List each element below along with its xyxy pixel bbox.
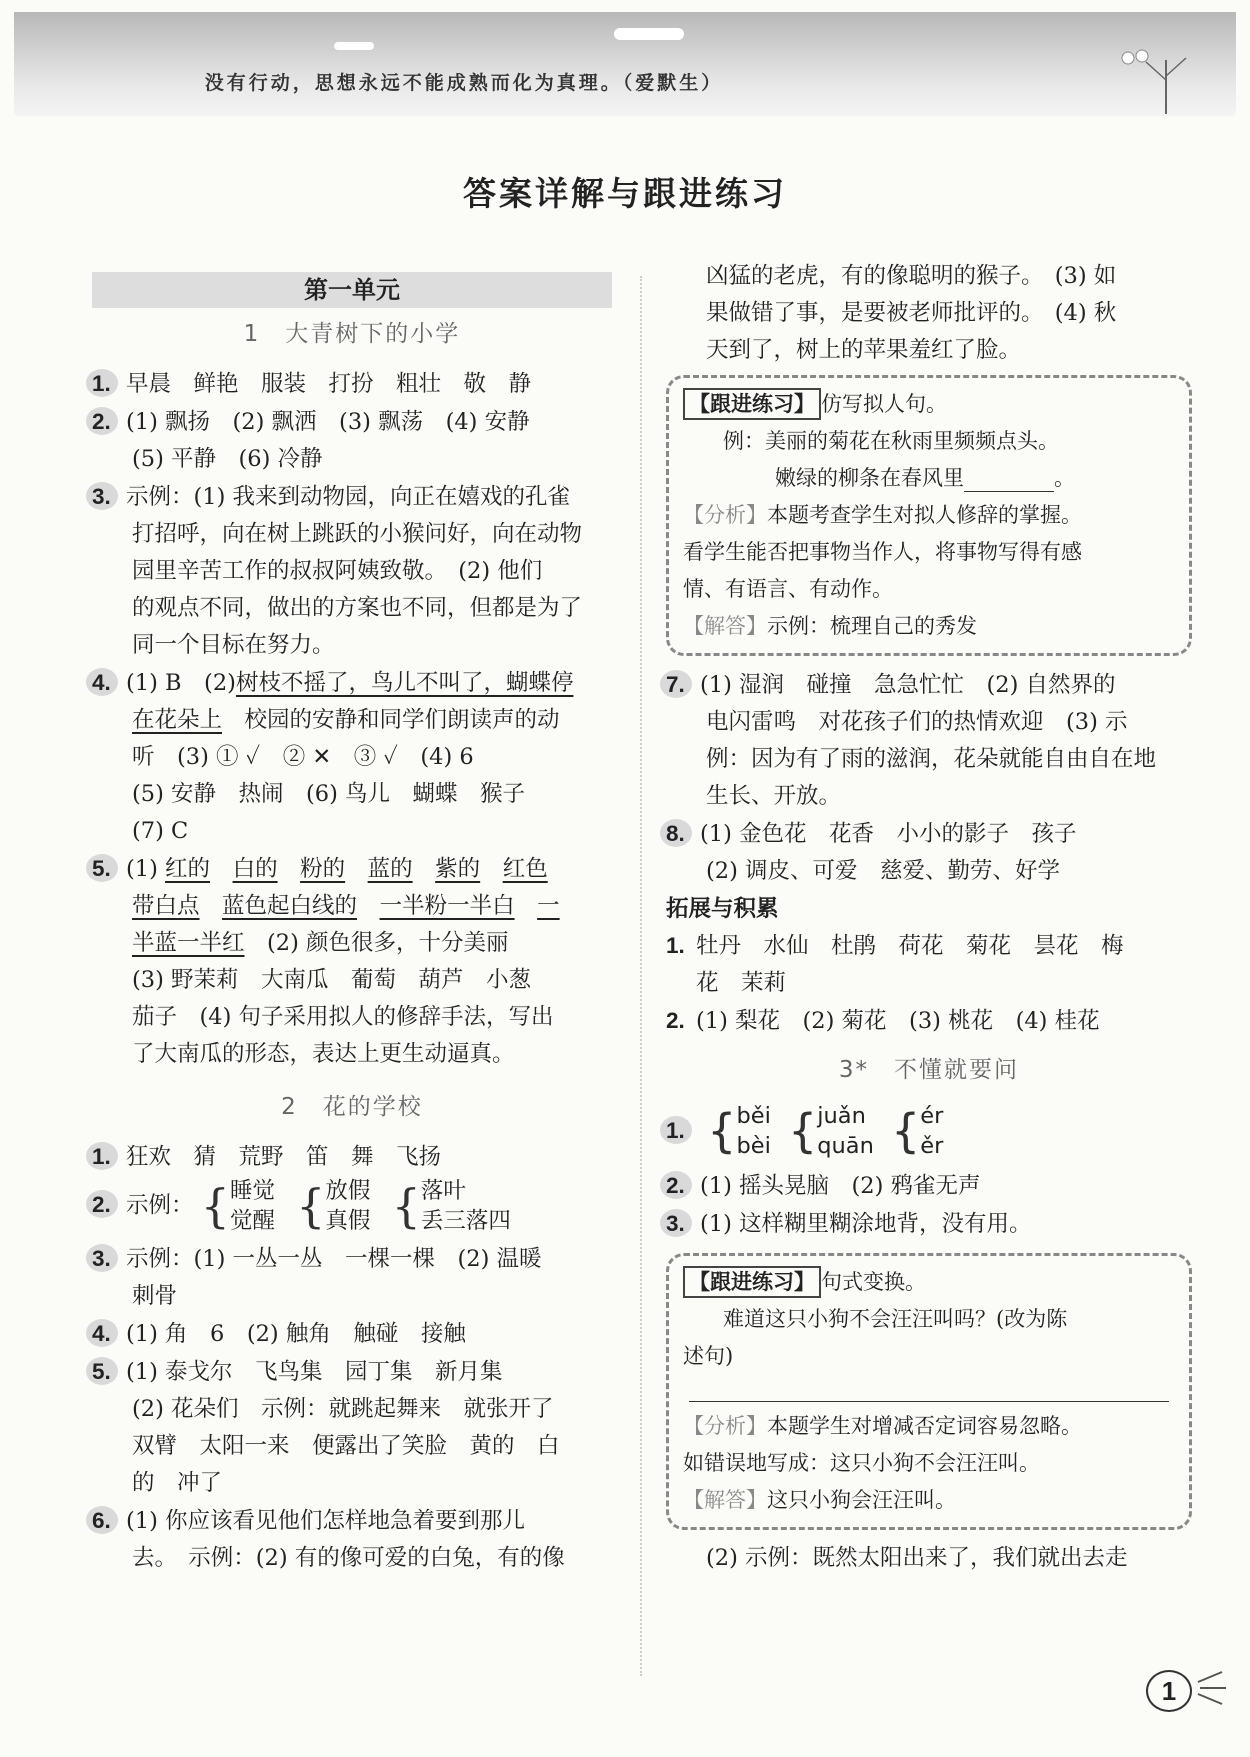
question-number: 2. <box>92 1186 126 1223</box>
answer-l1-1: 1. 早晨 鲜艳 服装 打扮 粗壮 敬 静 <box>92 365 612 403</box>
cloud-icon <box>334 42 374 50</box>
extension-1: 1. 牡丹 水仙 杜鹃 荷花 菊花 昙花 梅 <box>666 933 1124 959</box>
follow-up-practice-box-2: 【跟进练习】 句式变换。 难道这只小狗不会汪汪叫吗？(改为陈 述句) 【分析】本题学生对增减否定词容易忽略。 如错误地写成：这只小狗不会汪汪叫。 【解答】这只小狗会汪汪叫。 <box>666 1253 1192 1530</box>
question-number: 5. <box>92 850 126 887</box>
question-number: 2. <box>92 403 126 440</box>
answer-l2-3: 3. 示例：(1) 一丛一丛 一棵一棵 (2) 温暖 <box>92 1240 612 1278</box>
question-number: 1. <box>92 365 126 402</box>
answer-r-8: 8. (1) 金色花 花香 小小的影子 孩子 <box>666 815 1192 853</box>
question-number: 8. <box>666 815 700 852</box>
question-number: 1. <box>92 1138 126 1175</box>
answer-l2-1: 1. 狂欢 猜 荒野 笛 舞 飞扬 <box>92 1138 612 1176</box>
answer-line <box>689 1379 1169 1402</box>
right-column: 凶猛的老虎，有的像聪明的猴子。 (3) 如 果做错了事，是要被老师批评的。 (4) 秋 天到了，树上的苹果羞红了脸。 【跟进练习】 仿写拟人句。 例：美丽的菊花在秋雨里频频点头。 嫩绿的柳条在春风里 。 【分析】本题考查学生对拟人修辞的掌握。 看学生能否把事物当作人，将事物写得有感 情、有语言、有动作。 【解答】示例：梳理自己的秀发 7. (1) 湿润 碰撞 急急忙忙 (2) 自然界的 电闪雷鸣 对花孩子们的热情欢迎 (3) 示 例：因为有了雨的滋润，花朵就能自由自在地 生长、开放。 8. (1) 金色花 花香 小小的影子 孩子 (2) 调皮、可爱 慈爱、勤劳、好学 拓展与积累 1. 牡丹 水仙 杜鹃 荷花 菊花 昙花 梅 花 茉莉 2. (1) 梨花 (2) 菊花 (3) 桃花 (4) 桂花 3* 不懂就要问 1. { běi bèi { juǎn quān { ér ěr 2. (1) 摇头晃脑 (2) 鸦雀无声 3. (1) 这样糊里糊涂地背，没有用。 【跟进练习】 句式变换。 难道这只小狗不会汪汪叫吗？(改为陈 述句) 【分析】本题学生对增减否定词容易忽略。 如错误地写成：这只小狗不会汪汪叫。 【解答】这只小狗会汪汪叫。 (2) 示例：既然太阳出来了，我们就出去走 <box>666 258 1192 1577</box>
follow-up-tag: 【跟进练习】 <box>683 388 821 420</box>
header-motto: 没有行动，思想永远不能成熟而化为真理。（爱默生） <box>204 72 724 94</box>
cloud-icon <box>614 28 684 40</box>
follow-up-practice-box: 【跟进练习】 仿写拟人句。 例：美丽的菊花在秋雨里频频点头。 嫩绿的柳条在春风里 。 【分析】本题考查学生对拟人修辞的掌握。 看学生能否把事物当作人，将事物写得有感 情、有语言、有动作。 【解答】示例：梳理自己的秀发 <box>666 375 1192 656</box>
answer-blank <box>964 467 1054 492</box>
column-divider <box>640 276 642 1676</box>
answer-l2-4: 4. (1) 角 6 (2) 触角 触碰 接触 <box>92 1315 612 1353</box>
question-number: 4. <box>92 1315 126 1352</box>
header-banner <box>14 12 1236 116</box>
answer-l3-3: 3. (1) 这样糊里糊涂地背，没有用。 <box>666 1205 1192 1243</box>
answer-l2-6: 6. (1) 你应该看见他们怎样地急着要到那儿 <box>92 1502 612 1540</box>
question-number: 1. <box>666 1112 700 1149</box>
follow-up-tag: 【跟进练习】 <box>683 1266 821 1298</box>
question-number: 2. <box>666 1167 700 1204</box>
answer-l3-1: 1. { běi bèi { juǎn quān { ér ěr <box>666 1103 944 1159</box>
page-rays-icon <box>1194 1668 1228 1708</box>
extension-2: 2. (1) 梨花 (2) 菊花 (3) 桃花 (4) 桂花 <box>666 1008 1100 1034</box>
question-number: 3. <box>92 478 126 515</box>
answer-r-7: 7. (1) 湿润 碰撞 急急忙忙 (2) 自然界的 <box>666 666 1192 704</box>
answer-l2-2: 2. 示例： { 睡觉 觉醒 { 放假 真假 { 落叶 丢三落四 <box>92 1178 511 1234</box>
answer-l1-5: 5. (1) 红的 白的 粉的 蓝的 紫的 红色 <box>92 850 612 888</box>
answer-l1-3: 3. 示例：(1) 我来到动物园，向正在嬉戏的孔雀 <box>92 478 612 516</box>
answer-l1-4: 4. (1) B (2)树枝不摇了，鸟儿不叫了，蝴蝶停 <box>92 664 612 702</box>
extension-heading: 拓展与积累 <box>666 896 779 921</box>
question-number: 6. <box>92 1502 126 1539</box>
question-number: 3. <box>666 1205 700 1242</box>
question-number: 4. <box>92 664 126 701</box>
answer-l2-5: 5. (1) 泰戈尔 飞鸟集 园丁集 新月集 <box>92 1353 612 1391</box>
page-title: 答案详解与跟进练习 <box>463 174 787 213</box>
lesson-3-title: 3* 不懂就要问 <box>838 1057 1020 1083</box>
tree-icon <box>1106 40 1196 114</box>
answer-l1-2: 2. (1) 飘扬 (2) 飘洒 (3) 飘荡 (4) 安静 <box>92 403 612 441</box>
question-number: 5. <box>92 1353 126 1390</box>
answer-l3-2: 2. (1) 摇头晃脑 (2) 鸦雀无声 <box>666 1167 1192 1205</box>
question-number: 7. <box>666 666 700 703</box>
lesson-2-title: 2 花的学校 <box>281 1094 423 1120</box>
left-column: 第一单元 1 大青树下的小学 1. 早晨 鲜艳 服装 打扮 粗壮 敬 静 2. (1) 飘扬 (2) 飘洒 (3) 飘荡 (4) 安静 (5) 平静 (6) 冷静 3. 示例：(1) 我来到动物园，向正在嬉戏的孔雀 打招呼，向在树上跳跃的小猴问好，向在动物 园里辛苦工作的叔叔阿姨致敬。 (2) 他们 的观点不同，做出的方案也不同，但都是为了 同一个目标在努力。 4. (1) B (2)树枝不摇了，鸟儿不叫了，蝴蝶停 在花朵上 校园的安静和同学们朗读声的动 听 (3) ① ✓ ② ✕ ③ ✓ (4) 6 (5) 安静 热闹 (6) 鸟儿 蝴蝶 猴子 (7) C 5. (1) 红的 白的 粉的 蓝的 紫的 红色 带白点 蓝色起白线的 一半粉一半白 一 半蓝一半红 (2) 颜色很多，十分美丽 (3) 野茉莉 大南瓜 葡萄 葫芦 小葱 茄子 (4) 句子采用拟人的修辞手法，写出 了大南瓜的形态，表达上更生动逼真。 2 花的学校 1. 狂欢 猜 荒野 笛 舞 飞扬 2. 示例： { 睡觉 觉醒 { 放假 真假 { 落叶 丢三落四 3. 示例：(1) 一丛一丛 一棵一棵 (2) 温暖 刺骨 4. (1) 角 6 (2) 触角 触碰 接触 5. (1) 泰戈尔 飞鸟集 园丁集 新月集 (2) 花朵们 示例：就跳起舞来 就张开了 双臂 太阳一来 便露出了笑脸 黄的 白 的 冲了 6. (1) 你应该看见他们怎样地急着要到那儿 去。 示例：(2) 有的像可爱的白兔，有的像 <box>92 272 612 1577</box>
question-number: 3. <box>92 1240 126 1277</box>
page-number: 1 <box>1146 1670 1192 1712</box>
unit-heading: 第一单元 <box>92 272 612 308</box>
lesson-1-title: 1 大青树下的小学 <box>243 321 461 347</box>
